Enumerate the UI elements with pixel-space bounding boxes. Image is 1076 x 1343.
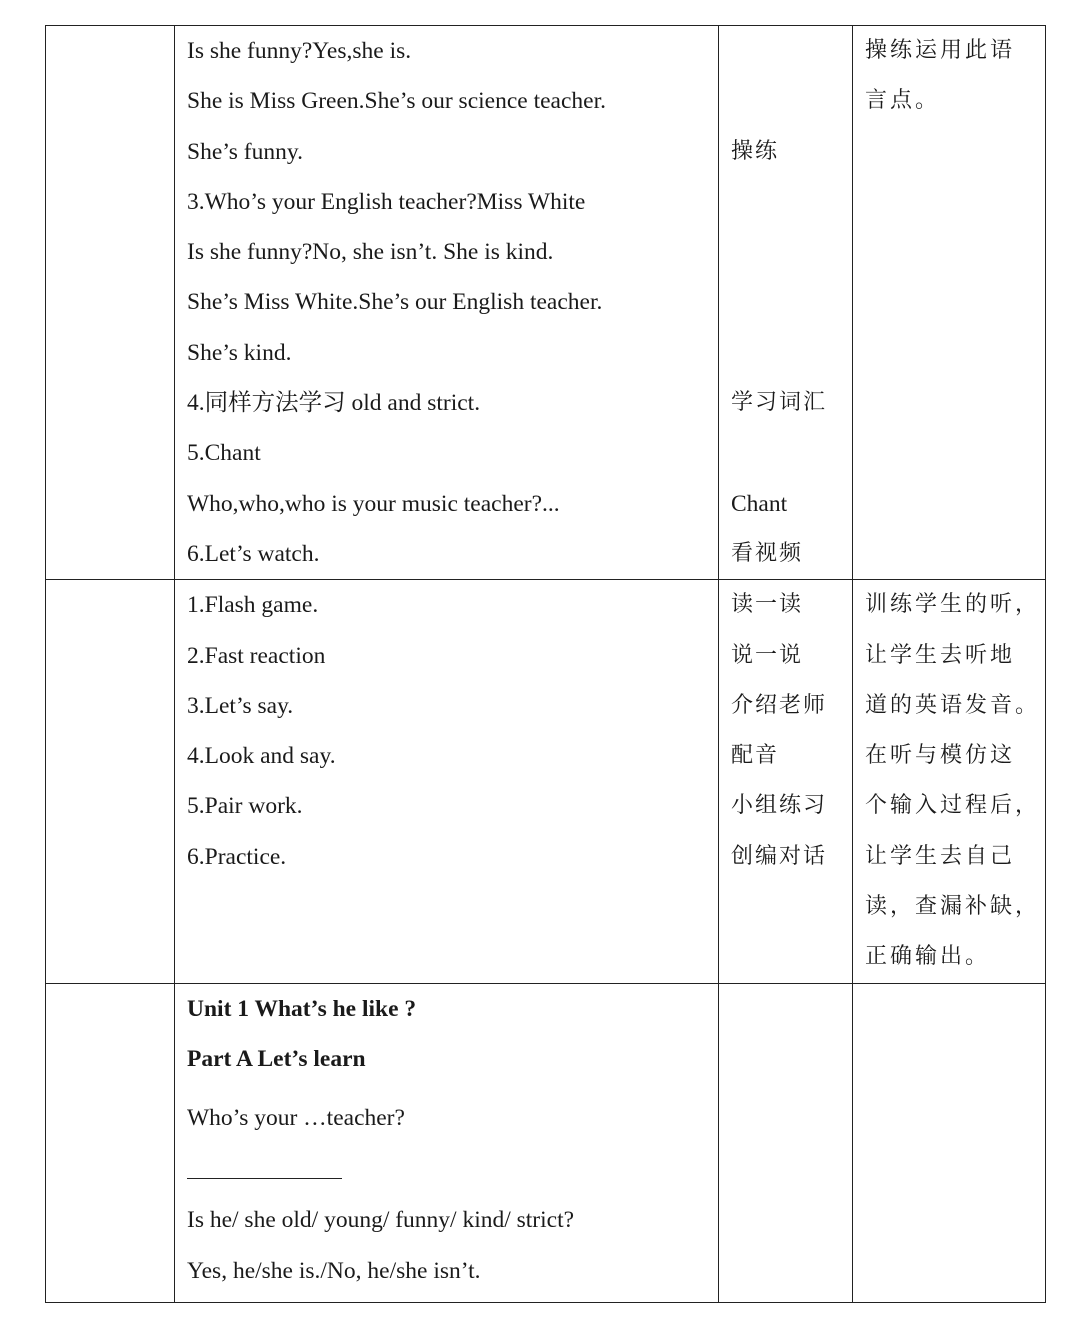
purpose-line: 道的英语发音。 — [865, 692, 1041, 718]
activity-drill: 操练 — [731, 138, 780, 164]
lesson-plan-table — [45, 25, 1046, 1303]
content-line: Is she funny?No, she isn’t. She is kind. — [187, 239, 554, 266]
content-line: 6.Let’s watch. — [187, 540, 320, 567]
purpose-cell — [853, 26, 1046, 580]
part-title: Part A Let’s learn — [187, 1045, 366, 1072]
content-line: 2.Fast reaction — [187, 642, 326, 669]
content-line: She’s funny. — [187, 138, 303, 165]
content-line: 1.Flash game. — [187, 592, 319, 619]
content-line: She is Miss Green.She’s our science teacher. — [187, 88, 606, 115]
activity-item: 说一说 — [731, 642, 804, 668]
question-line: Who’s your …teacher? — [187, 1105, 405, 1132]
activity-cell — [719, 580, 853, 983]
activity-item: 小组练习 — [731, 793, 828, 819]
content-line: 5.Pair work. — [187, 793, 303, 820]
activity-chant: Chant — [731, 490, 788, 517]
purpose-cell — [853, 983, 1046, 1302]
content-line: She’s kind. — [187, 339, 292, 366]
stage-cell — [46, 26, 175, 580]
content-line: 6.Practice. — [187, 843, 287, 870]
purpose-line: 在听与模仿这 — [865, 743, 1016, 769]
purpose-line: 操练运用此语 — [865, 38, 1016, 63]
activity-watch-video: 看视频 — [731, 540, 804, 566]
content-line: Who,who,who is your music teacher?... — [187, 490, 560, 517]
stage-cell — [46, 580, 175, 983]
purpose-line: 言点。 — [865, 88, 941, 114]
content-cell — [175, 26, 719, 580]
pattern-line: Is he/ she old/ young/ funny/ kind/ strict? — [187, 1207, 575, 1234]
purpose-line: 让学生去自己 — [865, 843, 1016, 869]
content-line: 3.Who’s your English teacher?Miss White — [187, 188, 586, 215]
purpose-line: 读，查漏补缺， — [865, 894, 1041, 920]
activity-item: 读一读 — [731, 592, 804, 618]
purpose-line: 正确输出。 — [865, 944, 991, 970]
activity-item: 配音 — [731, 743, 780, 769]
stage-cell — [46, 983, 175, 1302]
activity-cell — [719, 26, 853, 580]
blackboard-design-cell — [175, 983, 719, 1302]
pattern-line: Yes, he/she is./No, he/she isn’t. — [187, 1257, 481, 1284]
table-row — [46, 580, 1046, 983]
content-line: Is she funny?Yes,she is. — [187, 38, 412, 64]
purpose-line: 个输入过程后， — [865, 793, 1041, 819]
content-line: 3.Let’s say. — [187, 692, 294, 719]
activity-item: 创编对话 — [731, 843, 828, 869]
content-line: 4.Look and say. — [187, 743, 336, 770]
answer-blank-line — [187, 1178, 342, 1179]
content-line: 4.同样方法学习 old and strict. — [187, 390, 481, 417]
content-line: She’s Miss White.She’s our English teacher. — [187, 289, 603, 316]
activity-learn-vocab: 学习词汇 — [731, 390, 828, 416]
content-line: 5.Chant — [187, 440, 261, 467]
content-cell — [175, 580, 719, 983]
activity-item: 介绍老师 — [731, 692, 828, 718]
table-row — [46, 26, 1046, 580]
purpose-line: 训练学生的听， — [865, 592, 1041, 618]
purpose-line: 让学生去听地 — [865, 642, 1016, 668]
purpose-cell — [853, 580, 1046, 983]
table-row — [46, 983, 1046, 1302]
unit-title: Unit 1 What’s he like ? — [187, 995, 417, 1022]
activity-cell — [719, 983, 853, 1302]
